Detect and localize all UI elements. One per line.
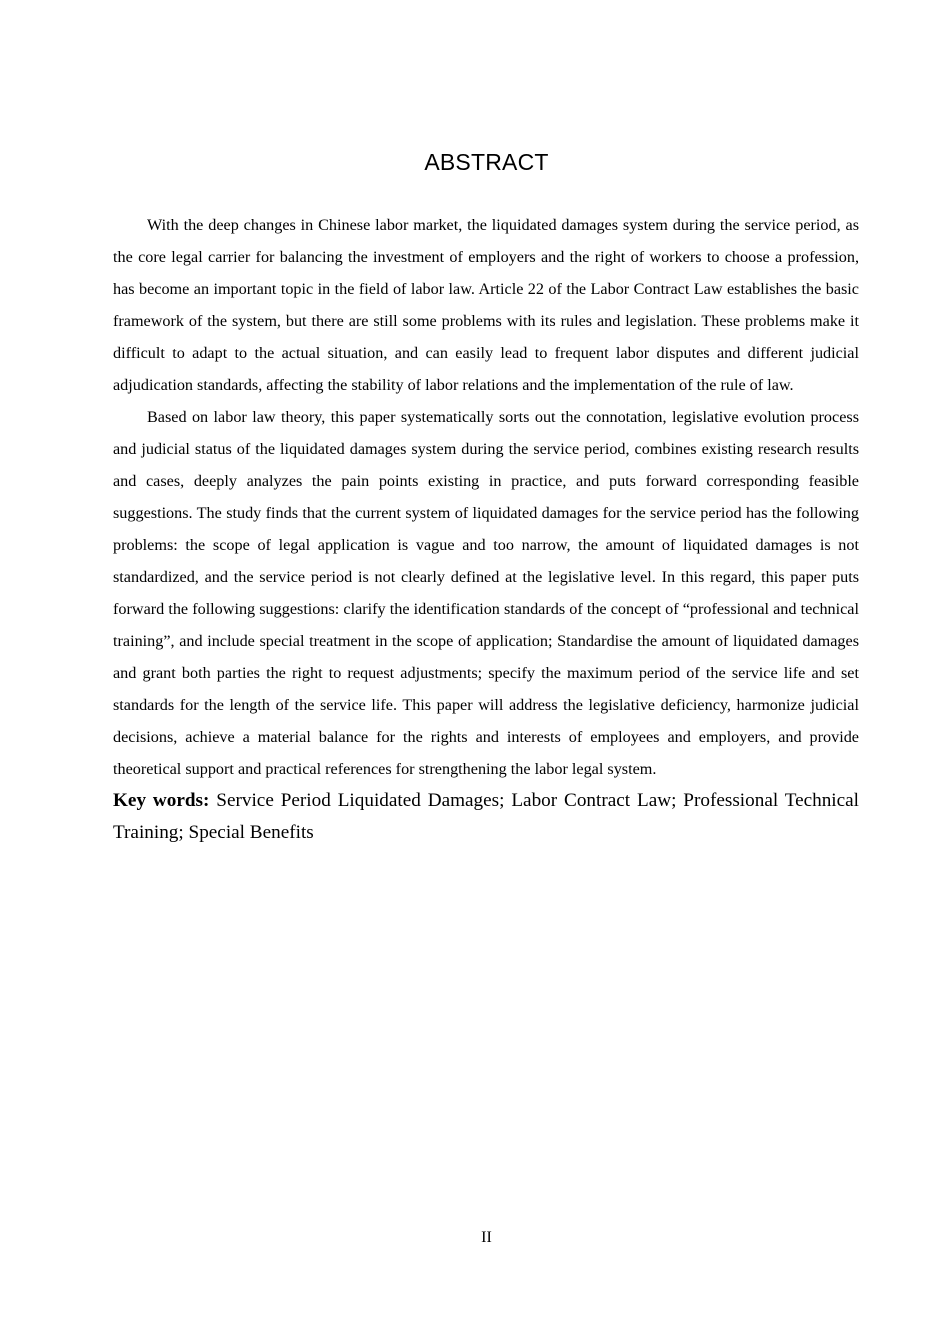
keywords-label: Key words: bbox=[113, 790, 210, 811]
abstract-paragraph-2: Based on labor law theory, this paper systematically sorts out the connotation, legislative evolution process and judicial status of the liquidated damages system during the service period, combines existing research results and cases, deeply analyzes the pain points existing in practice, and puts forward corresponding feasible suggestions. The study finds that the current system of liquidated damages for the service period has the following problems: the scope of legal application is vague and too narrow, the amount of liquidated damages is not standardized, and the service period is not clearly defined at the legislative level. In this regard, this paper puts forward the following suggestions: clarify the identification standards of the concept of “professional and technical training”, and include special treatment in the scope of application; Standardise the amount of liquidated damages and grant both parties the right to request adjustments; specify the maximum period of the service life and set standards for the length of the service life. This paper will address the legislative deficiency, harmonize judicial decisions, achieve a material balance for the rights and interests of employees and employers, and provide theoretical support and practical references for strengthening the labor legal system. bbox=[113, 408, 859, 778]
abstract-body bbox=[113, 209, 859, 849]
abstract-title: ABSTRACT bbox=[424, 149, 549, 175]
abstract-paragraph-1: With the deep changes in Chinese labor market, the liquidated damages system during the service period, as the core legal carrier for balancing the investment of employers and the right of workers to choose a profession, has become an important topic in the field of labor law. Article 22 of the Labor Contract Law establishes the basic framework of the system, but there are still some problems with its rules and legislation. These problems make it difficult to adapt to the actual situation, and can easily lead to frequent labor disputes and different judicial adjudication standards, affecting the stability of labor relations and the implementation of the rule of law. bbox=[113, 216, 859, 394]
keywords-text: Service Period Liquidated Damages; Labor Contract Law; Professional Technical Training; Special Benefits bbox=[113, 790, 859, 843]
page-number: II bbox=[481, 1229, 492, 1246]
keywords-line bbox=[113, 785, 859, 849]
